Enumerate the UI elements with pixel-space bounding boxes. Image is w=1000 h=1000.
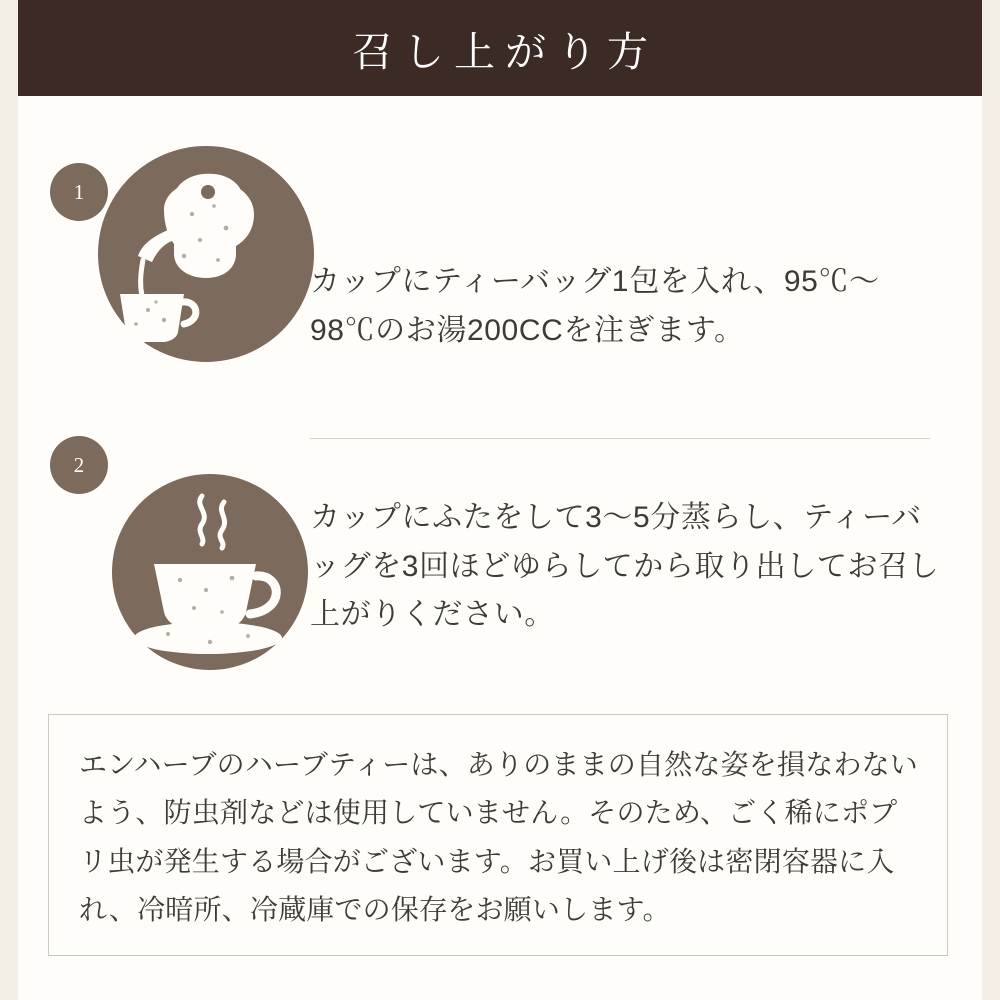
kettle-pouring-into-cup-icon xyxy=(96,144,316,364)
step-description: カップにふたをして3〜5分蒸らし、ティーバッグを3回ほどゆらしてから取り出してお召し上がりください。 xyxy=(310,501,940,632)
step-divider xyxy=(310,438,930,439)
step-number-badge: 1 xyxy=(50,163,108,221)
header-banner xyxy=(18,0,982,96)
note-text: エンハーブのハーブティーは、ありのままの自然な姿を損なわないよう、防虫剤などは使用していません。そのため、ごく稀にポプリ虫が発生する場合がございます。お買い上げ後は密閉容器に入れ、冷暗所、冷蔵庫での保存をお願いします。 xyxy=(79,749,919,926)
steaming-teacup-on-saucer-icon xyxy=(110,472,310,672)
page-content xyxy=(18,0,982,1000)
step-description: カップにティーバッグ1包を入れ、95℃〜98℃のお湯200CCを注ぎます。 xyxy=(310,265,880,347)
step-number-badge: 2 xyxy=(50,436,108,494)
note-box xyxy=(48,714,948,956)
page-title: 召し上がり方 xyxy=(352,28,658,75)
